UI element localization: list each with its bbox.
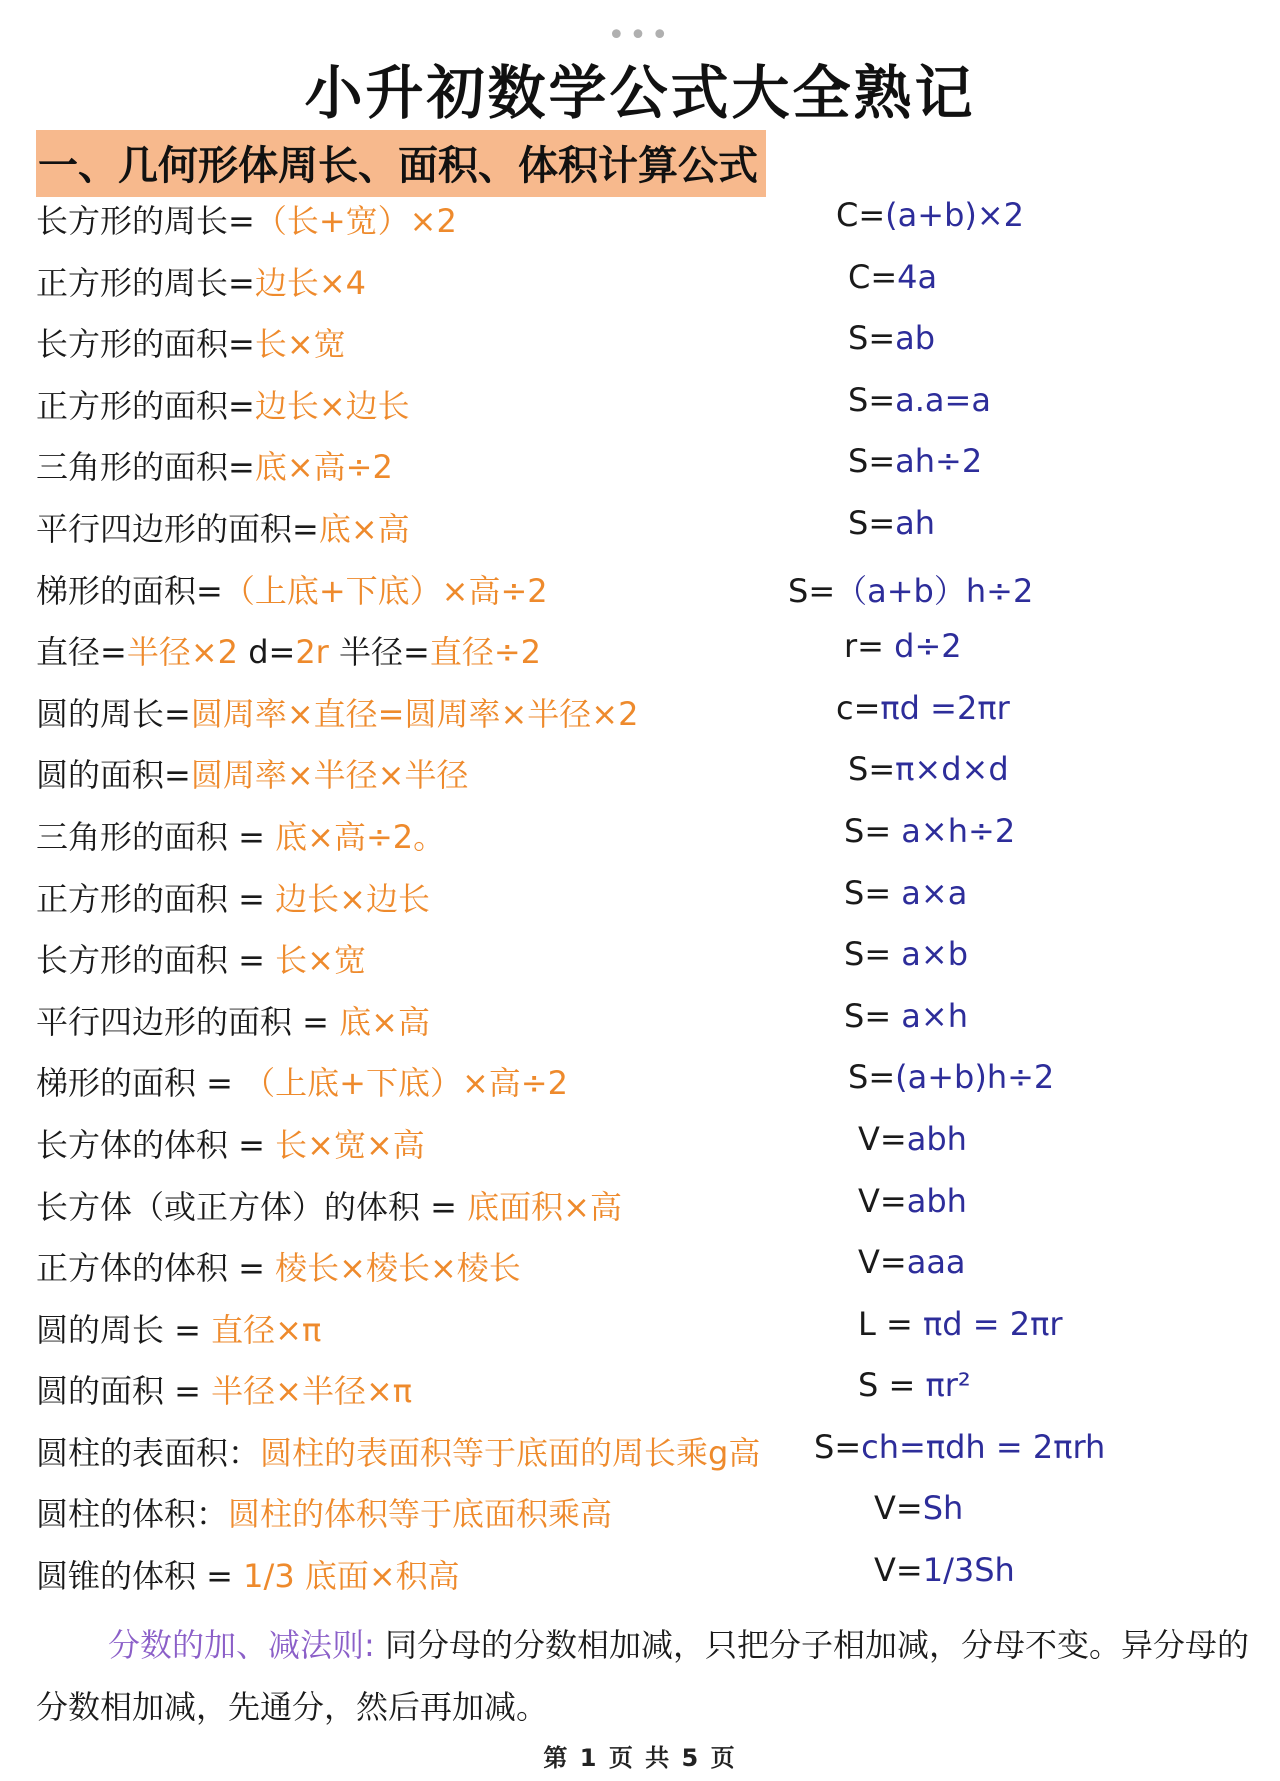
formula-words: 边长×边长: [254, 386, 410, 425]
formula-label: d=: [238, 633, 296, 672]
formula-symbol-expression: πr²: [925, 1366, 971, 1405]
formula-label: 直径=: [36, 633, 127, 672]
formula-words: 长×宽×高: [275, 1125, 425, 1164]
formula-symbolic: [848, 750, 1009, 788]
formula-symbol-prefix: S=: [844, 935, 902, 974]
formula-description: [36, 1058, 568, 1104]
formula-description: [36, 812, 445, 858]
formula-row: [36, 1237, 1256, 1299]
formula-words: 直径÷2: [429, 633, 542, 672]
formula-row: [36, 252, 1256, 314]
formula-symbol-expression: πd = 2πr: [922, 1304, 1063, 1343]
formula-symbol-expression: πd =2πr: [880, 688, 1010, 727]
formula-words: 半径×半径×π: [211, 1372, 413, 1411]
formula-symbolic: [858, 1243, 966, 1281]
formula-symbolic: [814, 1428, 1105, 1466]
formula-description: [36, 566, 548, 612]
formula-symbol-prefix: S=: [814, 1427, 862, 1466]
formula-label: 长方形的周长=: [36, 202, 255, 240]
formula-row: [36, 1114, 1256, 1176]
formula-words: 长×宽: [275, 941, 366, 980]
formula-words: 半径×2: [126, 633, 239, 672]
formula-symbol-prefix: S=: [848, 503, 896, 542]
formula-symbol-prefix: V=: [874, 1489, 923, 1528]
formula-symbol-prefix: V=: [874, 1551, 923, 1590]
formula-symbolic: [844, 935, 968, 973]
formula-symbol-prefix: S=: [788, 571, 836, 610]
formula-label: 梯形的面积 =: [36, 1064, 244, 1103]
formula-symbolic: [836, 196, 1024, 234]
formula-label: 三角形的面积=: [36, 448, 255, 487]
formula-label: 正方形的面积=: [36, 386, 255, 425]
formula-row: [36, 1299, 1256, 1361]
formula-label: 圆的周长=: [36, 694, 191, 733]
fraction-rule-paragraph: [36, 1614, 1256, 1738]
formula-symbolic: [844, 874, 967, 912]
formula-words: 圆周率×直径=圆周率×半径×2: [190, 694, 639, 733]
formula-label: 圆的周长 =: [36, 1310, 212, 1349]
formula-symbol-prefix: V=: [858, 1119, 907, 1158]
formula-description: [36, 997, 430, 1043]
formula-symbolic: [844, 997, 968, 1035]
formula-description: [36, 504, 410, 550]
formula-label: 长方体的体积 =: [36, 1125, 276, 1164]
menu-dots-icon[interactable]: •••: [607, 18, 673, 53]
formula-description: [36, 689, 638, 735]
formula-symbol-prefix: S=: [844, 811, 902, 850]
formula-symbol-prefix: S=: [844, 873, 902, 912]
formula-symbol-prefix: S=: [848, 442, 896, 481]
formula-symbol-prefix: C=: [836, 196, 886, 234]
section-heading: 一、几何形体周长、面积、体积计算公式: [36, 130, 766, 197]
formula-description: [36, 1182, 622, 1228]
fraction-rule-text: 同分母的分数相加减，只把分子相加减，分母不变。异分母的分数相加减，先通分，然后再加减。: [36, 1626, 1249, 1726]
formula-row: [36, 313, 1256, 375]
formula-symbolic: [848, 504, 935, 542]
formula-label: 圆的面积 =: [36, 1372, 212, 1411]
formula-words: 底面积×高: [467, 1187, 622, 1226]
formula-symbol-prefix: S=: [848, 380, 896, 419]
formula-list: [36, 190, 1256, 1607]
page-title: 小升初数学公式大全熟记: [304, 59, 976, 127]
formula-symbol-prefix: r=: [844, 627, 884, 666]
formula-words: （上底+下底）×高÷2: [243, 1064, 568, 1103]
formula-row: [36, 868, 1256, 930]
formula-description: [36, 442, 393, 488]
formula-label: 长方形的面积 =: [36, 941, 276, 980]
formula-label: 长方形的面积=: [36, 325, 255, 364]
formula-symbol-expression: 4a: [897, 257, 938, 296]
formula-label: 圆锥的体积 =: [36, 1557, 244, 1596]
formula-symbolic: [858, 1120, 967, 1158]
page-number: 第 1 页 共 5 页: [543, 1744, 737, 1772]
formula-words: 直径×π: [211, 1310, 322, 1349]
formula-symbol-prefix: V=: [858, 1243, 907, 1282]
formula-label: 三角形的面积 =: [36, 817, 276, 856]
formula-words: 2r: [295, 633, 329, 672]
formula-label: 梯形的面积=: [36, 571, 223, 610]
formula-description: [36, 1489, 612, 1535]
formula-symbolic: [848, 319, 935, 357]
formula-symbol-prefix: S=: [844, 996, 902, 1035]
formula-symbol-prefix: S =: [858, 1366, 926, 1405]
formula-symbolic: [874, 1489, 963, 1527]
formula-words: 圆柱的表面积等于底面的周长乘g高: [260, 1433, 761, 1472]
formula-symbolic: [844, 812, 1015, 850]
formula-symbolic: [836, 689, 1010, 727]
formula-symbolic: [848, 381, 991, 419]
formula-description: [36, 196, 457, 242]
formula-symbolic: [858, 1305, 1063, 1343]
formula-description: [36, 874, 430, 920]
formula-words: 圆周率×半径×半径: [190, 756, 469, 795]
formula-words: 底×高÷2: [254, 448, 393, 487]
formula-words: 1/3 底面×积高: [243, 1557, 460, 1596]
formula-symbol-prefix: c=: [836, 688, 881, 727]
formula-words: 棱长×棱长×棱长: [275, 1249, 521, 1288]
formula-description: [36, 1243, 521, 1289]
formula-symbol-prefix: S=: [848, 750, 896, 789]
formula-row: [36, 1052, 1256, 1114]
formula-label: 平行四边形的面积=: [36, 509, 319, 548]
formula-description: [36, 750, 468, 796]
formula-symbol-expression: (a+b)×2: [885, 196, 1025, 234]
formula-symbol-prefix: L =: [858, 1304, 923, 1343]
formula-label: 圆的面积=: [36, 756, 191, 795]
formula-row: [36, 190, 1256, 252]
formula-row: [36, 560, 1256, 622]
formula-symbol-expression: a×a: [901, 873, 968, 912]
formula-description: [36, 627, 541, 673]
formula-words: 圆柱的体积等于底面积乘高: [228, 1495, 613, 1534]
formula-words: 长×宽: [254, 325, 346, 364]
formula-row: [36, 621, 1256, 683]
formula-symbolic: [848, 258, 937, 296]
formula-row: [36, 744, 1256, 806]
formula-symbol-expression: a×h÷2: [901, 811, 1016, 850]
formula-symbol-expression: a.a=a: [895, 380, 991, 419]
formula-words: 底×高: [339, 1002, 430, 1041]
formula-row: [36, 1483, 1256, 1545]
formula-symbol-prefix: S=: [848, 1058, 896, 1097]
formula-symbol-expression: ah: [895, 503, 936, 542]
formula-symbolic: [848, 1058, 1054, 1096]
formula-symbol-expression: (a+b)h÷2: [895, 1058, 1055, 1097]
formula-words: 底×高: [318, 509, 410, 548]
formula-symbol-expression: （a+b）h÷2: [835, 571, 1034, 610]
formula-symbol-prefix: S=: [848, 319, 896, 358]
formula-symbol-expression: ah÷2: [895, 442, 983, 481]
formula-symbol-expression: a×b: [901, 935, 969, 974]
formula-label: 正方形的周长=: [36, 263, 255, 302]
formula-symbolic: [848, 442, 982, 480]
formula-symbolic: [858, 1182, 967, 1220]
formula-row: [36, 498, 1256, 560]
formula-description: [36, 258, 366, 304]
formula-row: [36, 1360, 1256, 1422]
formula-symbolic: [874, 1551, 1015, 1589]
formula-symbol-expression: a×h: [901, 996, 968, 1035]
formula-row: [36, 991, 1256, 1053]
formula-description: [36, 935, 366, 981]
formula-label: 半径=: [328, 633, 430, 672]
formula-row: [36, 1545, 1256, 1607]
formula-description: [36, 1120, 425, 1166]
formula-symbolic: [858, 1366, 971, 1404]
formula-symbol-expression: 1/3Sh: [922, 1551, 1015, 1590]
formula-label: 长方体（或正方体）的体积 =: [36, 1187, 468, 1226]
formula-row: [36, 683, 1256, 745]
formula-description: [36, 1366, 412, 1412]
formula-description: [36, 1428, 760, 1474]
formula-row: [36, 436, 1256, 498]
formula-description: [36, 381, 410, 427]
formula-symbolic: [788, 566, 1033, 612]
formula-symbol-expression: ch=πdh = 2πrh: [861, 1427, 1106, 1466]
formula-symbol-expression: abh: [906, 1119, 967, 1158]
fraction-rule-label: 分数的加、减法则:: [108, 1626, 375, 1664]
formula-symbolic: [844, 627, 962, 665]
formula-label: 平行四边形的面积 =: [36, 1002, 340, 1041]
formula-description: [36, 319, 346, 365]
formula-symbol-expression: aaa: [906, 1243, 966, 1282]
formula-symbol-expression: π×d×d: [895, 750, 1009, 789]
formula-description: [36, 1305, 321, 1351]
formula-words: （上底+下底）×高÷2: [222, 571, 548, 610]
formula-symbol-expression: abh: [906, 1181, 967, 1220]
formula-row: [36, 1176, 1256, 1238]
formula-words: （长+宽）×2: [254, 202, 457, 240]
formula-words: 底×高÷2。: [275, 817, 446, 856]
formula-symbol-expression: Sh: [922, 1489, 964, 1528]
formula-label: 正方形的面积 =: [36, 879, 276, 918]
formula-description: [36, 1551, 460, 1597]
formula-row: [36, 806, 1256, 868]
formula-symbol-prefix: V=: [858, 1181, 907, 1220]
formula-row: [36, 1422, 1256, 1484]
formula-label: 正方体的体积 =: [36, 1249, 276, 1288]
formula-row: [36, 929, 1256, 991]
formula-words: 边长×边长: [275, 879, 430, 918]
formula-symbol-expression: ab: [895, 319, 936, 358]
formula-row: [36, 375, 1256, 437]
formula-symbol-expression: d÷2: [883, 627, 962, 666]
formula-label: 圆柱的体积：: [36, 1495, 229, 1534]
formula-symbol-prefix: C=: [848, 257, 898, 296]
formula-words: 边长×4: [254, 263, 367, 302]
formula-label: 圆柱的表面积：: [36, 1433, 261, 1472]
